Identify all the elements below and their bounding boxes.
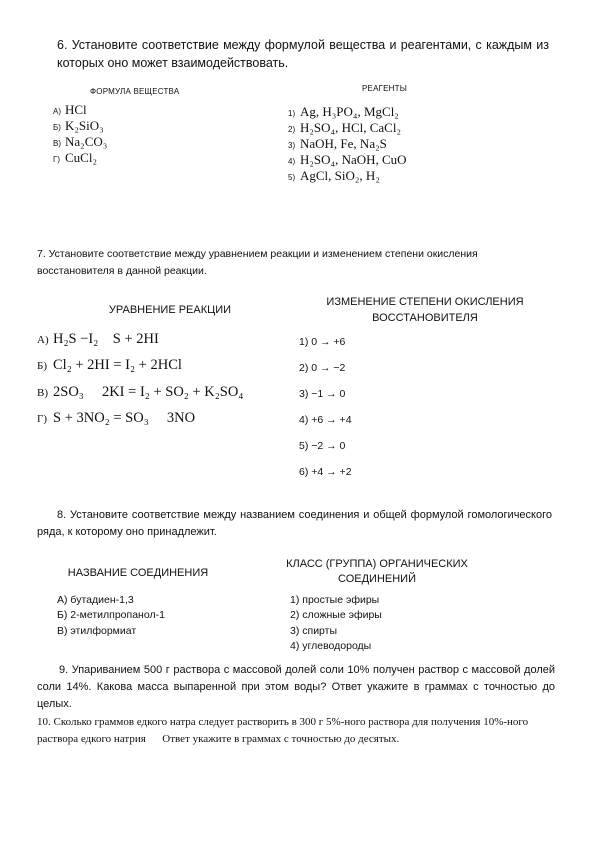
list-item: 1) 0 → +6 (299, 336, 346, 348)
q6-left-header: ФОРМУЛА ВЕЩЕСТВА (90, 87, 180, 96)
item-label: 2) (288, 125, 296, 134)
list-item: В) этилформиат (57, 624, 137, 637)
list-item: 2) 0 → −2 (299, 362, 346, 374)
list-item: 5) −2 → 0 (299, 440, 346, 452)
q8-right-header (262, 557, 492, 587)
item-label: 4) (288, 157, 296, 166)
q6-right-header: РЕАГЕНТЫ (362, 84, 408, 93)
q7-left-header: УРАВНЕНИЕ РЕАКЦИИ (108, 304, 232, 316)
reagent-formula: AgCl, SiO₂, H₂ (300, 168, 380, 183)
substance-formula: Na₂CO₃ (65, 134, 108, 149)
list-item: 3) −1 → 0 (299, 388, 346, 400)
q7-right-header (300, 294, 550, 326)
list-item: 1) простые эфиры (290, 594, 380, 606)
list-item: 3) спирты (290, 624, 338, 637)
header-line: СОЕДИНЕНИЙ (338, 573, 416, 585)
list-item: А) бутадиен-1,3 (57, 594, 134, 606)
list-item: 2) сложные эфиры (290, 609, 382, 622)
list-item (288, 167, 380, 185)
equation-formula: S + 3NO₂ = SO₃ 3NO (53, 410, 196, 426)
list-item (37, 331, 159, 348)
question-10-text: 10. Сколько граммов едкого натра следует растворить в 300 г 5%-ного раствора для получения 10%-ного раствора едкого натрия Ответ укажите в граммах с точностью до десятых. (37, 716, 531, 745)
list-item: 4) +6 → +4 (299, 414, 352, 426)
q8-left-header: НАЗВАНИЕ СОЕДИНЕНИЯ (67, 567, 209, 579)
item-label: 3) (288, 141, 296, 150)
question-6-text: 6. Установите соответствие между формулой вещества и реагентами, с каждым из которых оно может взаимодействовать. (57, 38, 549, 70)
list-item (37, 357, 182, 374)
question-9-text: 9. Упариванием 500 г раствора с массовой долей соли 10% получен раствор с массовой долей соли 14%. Какова масса выпаренной при этом воды? Ответ укажите в граммах с точностью до целых. (37, 664, 555, 710)
question-8-text: 8. Установите соответствие между названием соединения и общей формулой гомологического ряда, к которому оно принадлежит. (37, 509, 552, 538)
item-label: А) (37, 334, 49, 346)
reagent-formula: H₂SO₄, NaOH, CuO (300, 152, 407, 167)
list-item (37, 410, 195, 427)
item-label: Б) (37, 360, 47, 372)
question-7-text: 7. Установите соответствие между уравнением реакции и изменением степени окисления восстановителя в данной реакции. (37, 248, 478, 277)
item-label: Г) (37, 413, 48, 425)
reagent-formula: Ag, H₃PO₄, MgCl₂ (300, 104, 399, 119)
equation-formula: H₂S −I₂ S + 2HI (53, 331, 159, 347)
q8-name-list (57, 593, 165, 639)
q8-class-list (290, 593, 382, 654)
reagent-formula: NaOH, Fe, Na₂S (300, 136, 387, 151)
equation-formula: Cl₂ + 2HI = I₂ + 2HCl (53, 357, 182, 373)
header-line: ВОССТАНОВИТЕЛЯ (372, 312, 478, 324)
item-label: А) (53, 107, 61, 116)
list-item: Б) 2-метилпропанол-1 (57, 609, 165, 622)
item-label: Г) (53, 155, 60, 164)
item-label: 5) (288, 173, 296, 182)
item-label: 1) (288, 109, 296, 118)
item-label: В) (37, 387, 48, 399)
header-line: КЛАСС (ГРУППА) ОРГАНИЧЕСКИХ (286, 558, 468, 570)
list-item (37, 384, 243, 401)
list-item (53, 149, 97, 167)
reagent-formula: H₂SO₄, HCl, CaCl₂ (300, 120, 401, 135)
list-item: 4) углеводороды (290, 639, 372, 652)
substance-formula: K₂SiO₃ (65, 118, 104, 133)
item-label: Б) (53, 123, 61, 132)
list-item: 6) +4 → +2 (299, 466, 352, 478)
substance-formula: CuCl₂ (65, 150, 97, 165)
item-label: В) (53, 139, 61, 148)
header-line: ИЗМЕНЕНИЕ СТЕПЕНИ ОКИСЛЕНИЯ (326, 296, 524, 308)
equation-formula: 2SO₃ 2KI = I₂ + SO₂ + K₂SO₄ (53, 384, 244, 400)
substance-formula: HCl (65, 102, 87, 117)
